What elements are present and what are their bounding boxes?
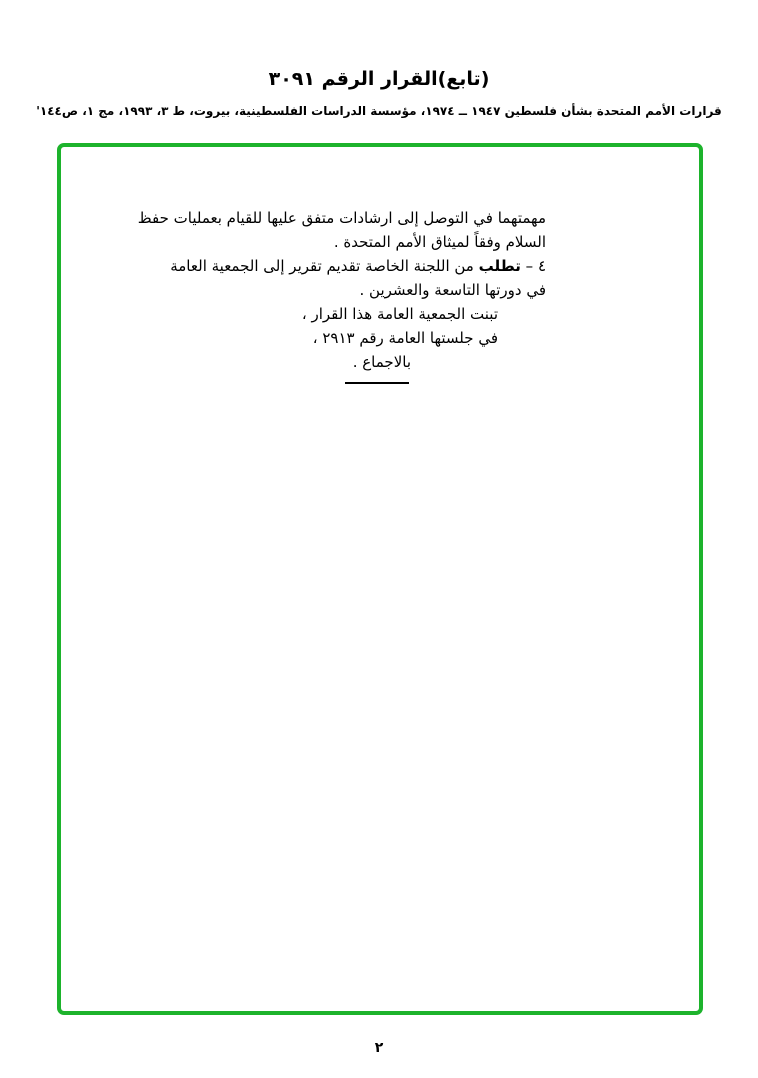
- adoption-line-1: تبنت الجمعية العامة هذا القرار ،: [301, 305, 498, 323]
- document-title: (تابع)القرار الرقم ٣٠٩١: [268, 68, 490, 90]
- source-citation-line: قرارات الأمم المتحدة بشأن فلسطين ١٩٤٧ ــ ١٩٧٤، مؤسسة الدراسات الفلسطينية، بيروت، ط ٣، ١٩٩٣، مج ١، ص١٤٤': [36, 104, 722, 118]
- paragraph-line-2: السلام وفقاً لميثاق الأمم المتحدة .: [333, 233, 546, 251]
- closing-rule: [345, 382, 409, 384]
- adoption-line-3: بالاجماع .: [352, 353, 411, 371]
- paragraph-line-1: مهمتهما في التوصل إلى ارشادات متفق عليها للقيام بعمليات حفظ: [137, 209, 546, 227]
- item-4-line-1: [170, 254, 546, 278]
- item-4-line-2: في دورتها التاسعة والعشرين .: [359, 281, 546, 299]
- page-number: ٢: [374, 1040, 384, 1056]
- resolution-body-text: [137, 206, 546, 384]
- item-4-text: من اللجنة الخاصة تقديم تقرير إلى الجمعية العامة: [170, 257, 474, 275]
- adoption-line-2: في جلستها العامة رقم ٢٩١٣ ،: [312, 329, 498, 347]
- item-4-operative-word: تطلب: [478, 257, 521, 275]
- item-4-number: ٤ –: [525, 257, 546, 275]
